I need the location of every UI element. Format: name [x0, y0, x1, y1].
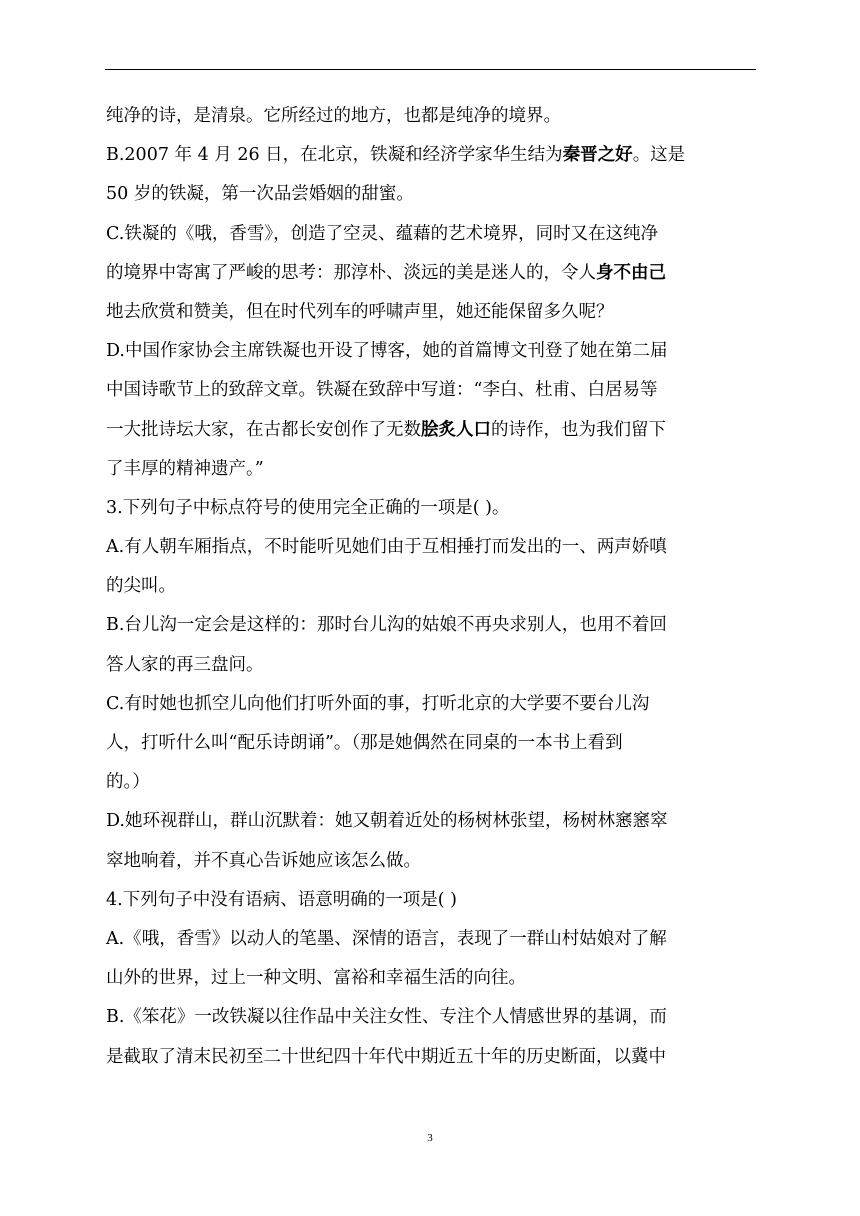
text-line: 的尖叫。 [106, 576, 176, 597]
header-rule [105, 69, 756, 70]
text-line: C.铁凝的《哦，香雪》，创造了空灵、蕴藉的艺术境界，同时又在这纯净 [106, 223, 659, 244]
text-line: 人，打听什么叫“配乐诗朗诵”。（那是她偶然在同桌的一本书上看到 [106, 733, 623, 753]
text-line: B.2007 年 4 月 26 日，在北京，铁凝和经济学家华生结为秦晋之好。这是 [106, 145, 686, 166]
text-line: 纯净的诗，是清泉。它所经过的地方，也都是纯净的境界。 [106, 106, 561, 126]
question-3-stem: 3.下列句子中标点符号的使用完全正确的一项是( )。 [106, 497, 510, 518]
text-line: 50 岁的铁凝，第一次品尝婚姻的甜蜜。 [106, 184, 414, 205]
text-line: 窣地响着，并不真心告诉她应该怎么做。 [106, 850, 421, 871]
bold-idiom: 脍炙人口 [421, 419, 491, 440]
text-line: 是截取了清末民初至二十世纪四十年代中期近五十年的历史断面，以冀中 [106, 1046, 666, 1067]
text-line: C.有时她也抓空儿向他们打听外面的事，打听北京的大学要不要台儿沟 [106, 693, 650, 714]
document-body [106, 97, 766, 1077]
text-line: B.台儿沟一定会是这样的：那时台儿沟的姑娘不再央求别人，也用不着回 [106, 615, 667, 636]
text-line: 的。） [106, 772, 150, 793]
text-line: 的境界中寄寓了严峻的思考：那淳朴、淡远的美是迷人的，令人身不由己 [106, 262, 666, 283]
text-line: 了丰厚的精神遗产。” [106, 458, 264, 479]
text-line: A.《哦，香雪》以动人的笔墨、深情的语言，表现了一群山村姑娘对了解 [106, 928, 667, 949]
question-4-stem: 4.下列句子中没有语病、语意明确的一项是( ) [106, 889, 457, 910]
text-line: 答人家的再三盘问。 [106, 654, 264, 675]
text-line: 地去欣赏和赞美，但在时代列车的呼啸声里，她还能保留多久呢？ [106, 301, 614, 322]
text-line: D.她环视群山，群山沉默着：她又朝着近处的杨树林张望，杨树林窸窸窣 [106, 811, 668, 832]
text-line: A.有人朝车厢指点，不时能听见她们由于互相捶打而发出的一、两声娇嗔 [106, 537, 667, 558]
bold-idiom: 身不由己 [596, 262, 666, 283]
bold-idiom: 秦晋之好 [562, 145, 633, 166]
page-number: 3 [427, 1132, 433, 1144]
text-line: B.《笨花》一改铁凝以往作品中关注女性、专注个人情感世界的基调，而 [106, 1007, 667, 1028]
text-line: D.中国作家协会主席铁凝也开设了博客，她的首篇博文刊登了她在第二届 [106, 341, 668, 362]
text-line: 一大批诗坛大家，在古都长安创作了无数脍炙人口的诗作，也为我们留下 [106, 419, 666, 440]
text-line: 中国诗歌节上的致辞文章。铁凝在致辞中写道：“李白、杜甫、白居易等 [106, 380, 658, 401]
text-line: 山外的世界，过上一种文明、富裕和幸福生活的向往。 [106, 968, 526, 989]
